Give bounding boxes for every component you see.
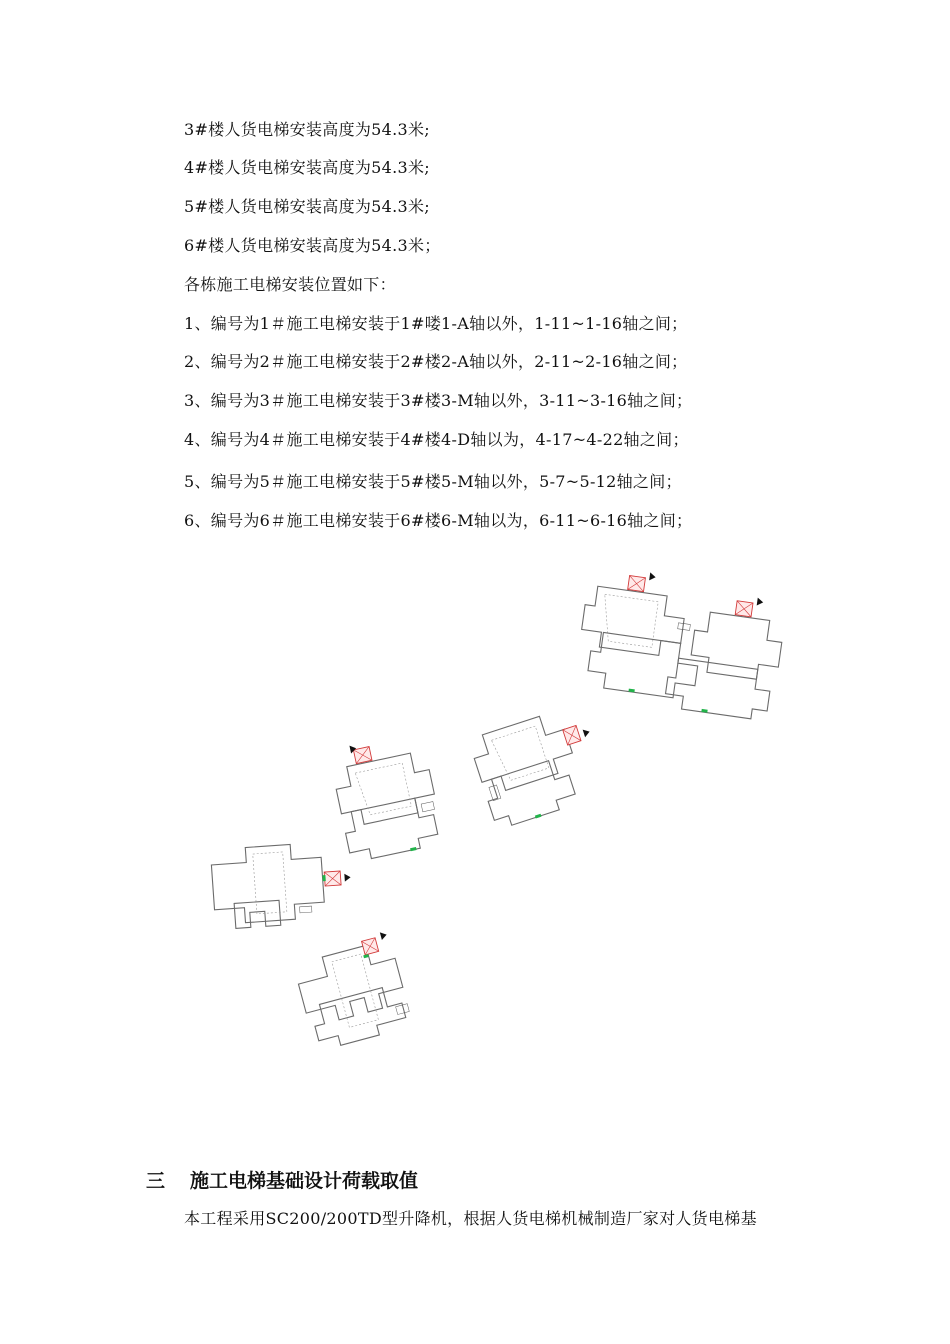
entrance-marker-icon [410, 847, 416, 851]
hoist-marker [362, 938, 379, 955]
line-9: 4、编号为4＃施工电梯安装于4#楼4-D轴以为，4-17~4-22轴之间； [184, 430, 689, 449]
north-arrow-icon [380, 931, 388, 940]
section-heading [146, 1166, 418, 1193]
section-number: 三 [146, 1170, 166, 1192]
line-8: 3、编号为3＃施工电梯安装于3#楼3-M轴以外，3-11~3-16轴之间； [184, 391, 693, 410]
line-2: 4#楼人货电梯安装高度为54.3米; [184, 158, 431, 177]
line-4: 6#楼人货电梯安装高度为54.3米； [184, 236, 441, 255]
building-3 [210, 840, 353, 929]
line-7: 2、编号为2＃施工电梯安装于2#楼2-A轴以外，2-11~2-16轴之间； [184, 352, 688, 371]
entrance-marker-icon [322, 875, 325, 881]
section-title: 施工电梯基础设计荷载取值 [190, 1170, 419, 1192]
entrance-marker-icon [535, 814, 542, 819]
north-arrow-icon [649, 572, 656, 581]
line-10: 5、编号为5＃施工电梯安装于5#楼5-M轴以外，5-7~5-12轴之间； [184, 472, 682, 491]
site-plan-figure [180, 555, 820, 1075]
line-11: 6、编号为6＃施工电梯安装于6#楼6-M轴以为，6-11~6-16轴之间； [184, 511, 693, 530]
north-arrow-icon [583, 728, 591, 737]
body-paragraph: 本工程采用SC200/200TD型升降机，根据人货电梯机械制造厂家对人货电梯基 [184, 1209, 757, 1228]
hoist-marker [353, 747, 372, 764]
line-5: 各栋施工电梯安装位置如下： [184, 275, 396, 294]
building-4 [328, 730, 445, 863]
hoist-marker-top-right [735, 601, 753, 617]
building-5 [468, 703, 610, 831]
line-3: 5#楼人货电梯安装高度为54.3米; [184, 197, 431, 216]
north-arrow-icon [344, 873, 351, 881]
line-1: 3#楼人货电梯安装高度为54.3米; [184, 120, 431, 139]
line-6: 1、编号为1＃施工电梯安装于1#喽1-A轴以外，1-11~1-16轴之间； [184, 314, 688, 333]
building-6 [291, 930, 413, 1052]
north-arrow-icon-2 [757, 598, 764, 607]
building-pair-top-right [573, 564, 789, 722]
hoist-marker [563, 725, 581, 745]
hoist-marker-top-left [628, 576, 646, 592]
entrance-marker-icon [363, 954, 369, 958]
hoist-marker [324, 871, 341, 886]
